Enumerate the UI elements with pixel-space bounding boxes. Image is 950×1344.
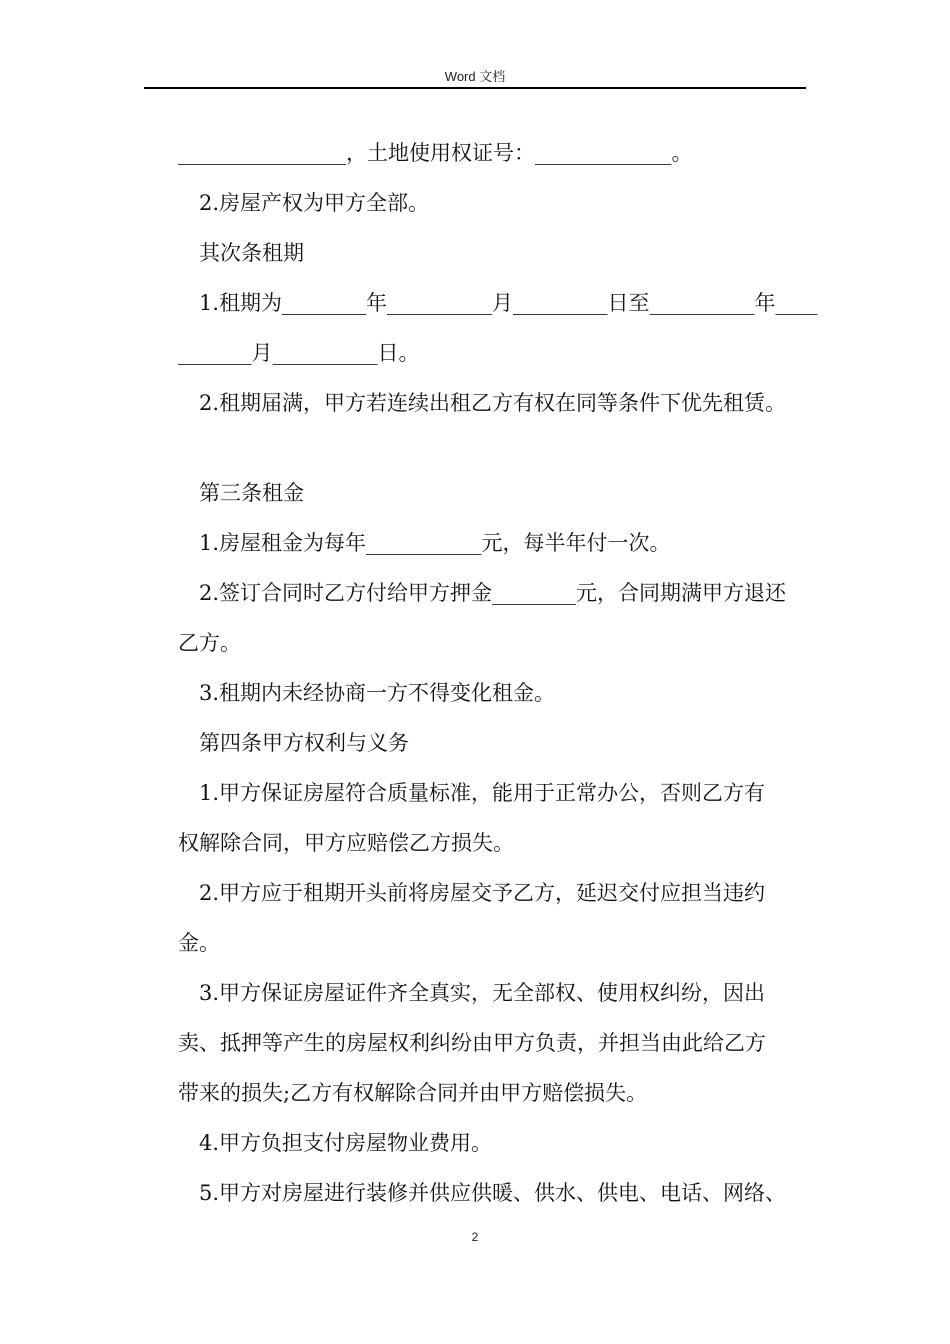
paragraph: 权解除合同，甲方应赔偿乙方损失。 <box>178 831 514 855</box>
section-heading: 第四条甲方权利与义务 <box>199 731 409 755</box>
paragraph: 1.甲方保证房屋符合质量标准，能用于正常办公，否则乙方有 <box>199 781 766 805</box>
page-number: 2 <box>471 1230 479 1244</box>
section-heading: 其次条租期 <box>199 241 304 265</box>
paragraph: 2.房屋产权为甲方全部。 <box>199 191 430 215</box>
paragraph: 2.签订合同时乙方付给甲方押金________元，合同期满甲方退还 <box>199 581 787 605</box>
paragraph: 卖、抵押等产生的房屋权利纠纷由甲方负责，并担当由此给乙方 <box>178 1031 766 1055</box>
page-header: Word 文档 <box>444 69 506 84</box>
paragraph: ________________，土地使用权证号：_____________。 <box>178 141 693 165</box>
paragraph: 3.租期内未经协商一方不得变化租金。 <box>199 681 556 705</box>
paragraph: 金。 <box>178 931 220 955</box>
section-heading: 第三条租金 <box>199 481 304 505</box>
header-rule <box>144 87 806 89</box>
paragraph-gap <box>178 428 810 468</box>
paragraph: 2.甲方应于租期开头前将房屋交予乙方，延迟交付应担当违约 <box>199 881 766 905</box>
paragraph: 4.甲方负担支付房屋物业费用。 <box>199 1131 493 1155</box>
paragraph: 3.甲方保证房屋证件齐全真实，无全部权、使用权纠纷，因出 <box>199 981 766 1005</box>
paragraph: _______月__________日。 <box>178 341 420 365</box>
paragraph: 1.房屋租金为每年___________元，每半年付一次。 <box>199 531 671 555</box>
paragraph: 2.租期届满，甲方若连续出租乙方有权在同等条件下优先租赁。 <box>199 391 787 415</box>
paragraph: 带来的损失;乙方有权解除合同并由甲方赔偿损失。 <box>178 1081 648 1105</box>
document-body <box>178 128 818 1218</box>
paragraph: 5.甲方对房屋进行装修并供应供暖、供水、供电、电话、网络、 <box>199 1181 787 1205</box>
paragraph: 1.租期为________年__________月_________日至__________年____ <box>199 291 818 315</box>
paragraph: 乙方。 <box>178 631 241 655</box>
